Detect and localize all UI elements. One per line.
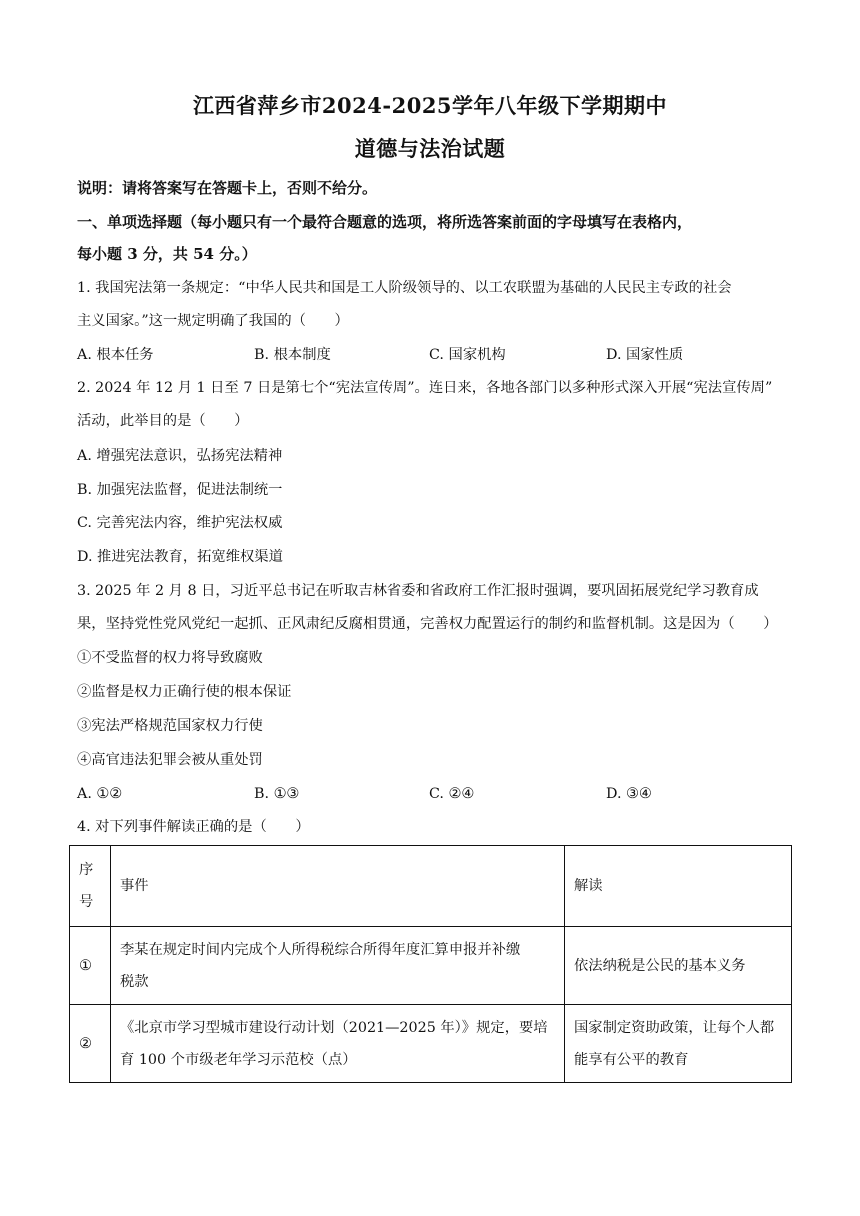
row-2-event: [111, 1005, 565, 1083]
question-2-line1: 2. 2024 年 12 月 1 日至 7 日是第七个“宪法宣传周”。连日来，各地各部门以多种形式深入开展“宪法宣传周”: [77, 380, 773, 396]
question-1-option-a: A. 根本任务: [77, 347, 154, 363]
question-1-option-d: D. 国家性质: [606, 347, 684, 363]
question-2-option-c: C. 完善宪法内容，维护宪法权威: [77, 515, 283, 531]
row-1-seq: ①: [70, 927, 111, 1005]
row-1-event-line1: 李某在规定时间内完成个人所得税综合所得年度汇算申报并补缴: [120, 941, 521, 958]
section-heading-line1: 一、单项选择题（每小题只有一个最符合题意的选项，将所选答案前面的字母填写在表格内，: [77, 213, 693, 231]
row-1-event-line2: 税款: [120, 973, 149, 990]
row-2-event-line1: 《北京市学习型城市建设行动计划（2021—2025 年）》规定，要培: [120, 1019, 548, 1036]
header-event: 事件: [111, 846, 565, 927]
question-2-option-a: A. 增强宪法意识，弘扬宪法精神: [77, 448, 283, 464]
table-header-row: [70, 846, 792, 927]
row-2-reading-line1: 国家制定资助政策，让每个人都: [574, 1019, 775, 1036]
row-2-seq: ②: [70, 1005, 111, 1083]
question-3-option-b: B. ①③: [254, 786, 300, 802]
row-1-event: [111, 927, 565, 1005]
question-1-option-c: C. 国家机构: [429, 347, 506, 363]
question-3-option-d: D. ③④: [606, 786, 652, 802]
question-3-statement-2: ②监督是权力正确行使的根本保证: [77, 684, 292, 700]
header-seq-text: 序号: [79, 862, 94, 910]
question-1-option-b: B. 根本制度: [254, 347, 331, 363]
exam-title-line1: 江西省萍乡市2024-2025学年八年级下学期期中: [192, 93, 668, 118]
question-3-statement-4: ④高官违法犯罪会被从重处罚: [77, 752, 263, 768]
question-2-option-d: D. 推进宪法教育，拓宽维权渠道: [77, 549, 283, 565]
question-3-statement-1: ①不受监督的权力将导致腐败: [77, 650, 263, 666]
question-3-option-a: A. ①②: [77, 786, 123, 802]
exam-title-line2: 道德与法治试题: [354, 136, 506, 161]
table-row: [70, 927, 792, 1005]
question-3-statement-3: ③宪法严格规范国家权力行使: [77, 718, 263, 734]
question-2-option-b: B. 加强宪法监督，促进法制统一: [77, 482, 283, 498]
row-1-reading: 依法纳税是公民的基本义务: [565, 927, 792, 1005]
events-table: [69, 845, 792, 1083]
header-reading: 解读: [565, 846, 792, 927]
question-4-line1: 4. 对下列事件解读正确的是（ ）: [77, 819, 310, 835]
section-heading-line2: 每小题 3 分，共 54 分。）: [77, 245, 257, 263]
question-3-line1: 3. 2025 年 2 月 8 日，习近平总书记在听取吉林省委和省政府工作汇报时强调，要巩固拓展党纪学习教育成: [77, 583, 759, 599]
row-2-reading-line2: 能享有公平的教育: [574, 1051, 689, 1068]
header-seq: [70, 846, 111, 927]
question-1-line1: 1. 我国宪法第一条规定：“中华人民共和国是工人阶级领导的、以工农联盟为基础的人民民主专政的社会: [77, 280, 732, 296]
row-2-event-line2: 育 100 个市级老年学习示范校（点）: [120, 1051, 357, 1068]
row-2-reading: [565, 1005, 792, 1083]
question-3-option-c: C. ②④: [429, 786, 475, 802]
table-row: [70, 1005, 792, 1083]
question-3-line2: 果，坚持党性党风党纪一起抓、正风肃纪反腐相贯通，完善权力配置运行的制约和监督机制。这是因为（ ）: [77, 616, 778, 632]
instructions: 说明：请将答案写在答题卡上，否则不给分。: [77, 179, 378, 197]
question-1-line2: 主义国家。”这一规定明确了我国的（ ）: [77, 313, 349, 329]
question-2-line2: 活动，此举目的是（ ）: [77, 413, 249, 429]
